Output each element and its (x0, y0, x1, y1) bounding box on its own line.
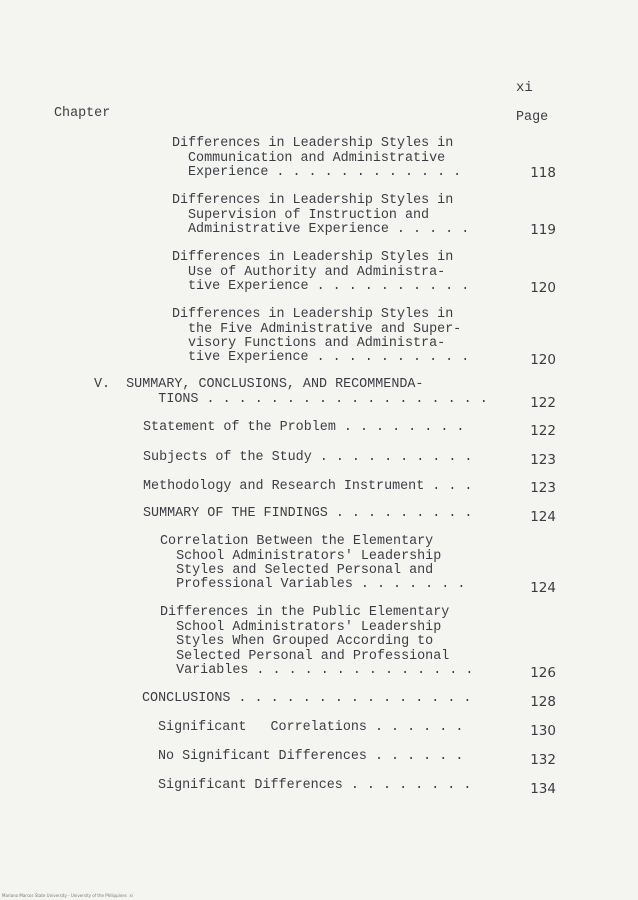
toc-entry-line: Correlation Between the Elementary (160, 534, 434, 549)
toc-page-number: 124 (530, 580, 556, 596)
toc-page-number: 122 (530, 423, 556, 439)
toc-entry-line: Styles and Selected Personal and (160, 563, 434, 578)
toc-entry-line: No Significant Differences . . . . . . (158, 749, 464, 764)
toc-entry-line: Differences in Leadership Styles in (172, 193, 454, 208)
toc-entry-line: CONCLUSIONS . . . . . . . . . . . . . . . (142, 691, 472, 706)
toc-entry-line: Differences in the Public Elementary (160, 605, 450, 620)
toc-entry-line: tive Experience . . . . . . . . . . (188, 350, 470, 365)
toc-entry-line: Use of Authority and Administra- (188, 265, 446, 280)
toc-page-number: 128 (530, 694, 556, 710)
toc-entry-line: School Administrators' Leadership (160, 620, 442, 635)
toc-page-number: 122 (530, 395, 556, 411)
toc-entry-line: SUMMARY OF THE FINDINGS . . . . . . . . . (143, 506, 473, 521)
toc-entry-line: TIONS . . . . . . . . . . . . . . . . . . (94, 392, 488, 407)
toc-entry-line: visory Functions and Administra- (188, 336, 446, 351)
toc-entry-line: the Five Administrative and Super- (188, 322, 462, 337)
toc-page-number: 119 (530, 222, 556, 238)
toc-entry-line: Significant Differences . . . . . . . . (158, 778, 472, 793)
toc-entry-line: Statement of the Problem . . . . . . . . (143, 420, 465, 435)
toc-entry-line: Subjects of the Study . . . . . . . . . . (143, 450, 473, 465)
toc-entry-line: Significant Correlations . . . . . . (158, 720, 464, 735)
toc-page-number: 120 (530, 280, 556, 296)
toc-entry-line: Selected Personal and Professional (160, 649, 450, 664)
toc-page-number: 120 (530, 352, 556, 368)
toc-entry-line: Differences in Leadership Styles in (172, 250, 454, 265)
scan-footer: Mariano Marcos State University - University of the Philippines xi (2, 893, 133, 898)
toc-entry-line: Variables . . . . . . . . . . . . . . (160, 663, 474, 678)
toc-page-number: 124 (530, 509, 556, 525)
toc-page-number: 118 (530, 165, 556, 181)
toc-entry-line: Methodology and Research Instrument . . . (143, 479, 473, 494)
toc-page-number: 130 (530, 723, 556, 739)
page-column-header: Page (516, 110, 549, 125)
toc-entry-line: School Administrators' Leadership (160, 549, 442, 564)
toc-entry-line: Differences in Leadership Styles in (172, 307, 454, 322)
toc-page-number: 134 (530, 781, 556, 797)
toc-page-number: 126 (530, 665, 556, 681)
toc-page-number: 123 (530, 452, 556, 468)
toc-entry-line: tive Experience . . . . . . . . . . (188, 279, 470, 294)
toc-entry-line: Administrative Experience . . . . . (188, 222, 470, 237)
toc-entry-line: Styles When Grouped According to (160, 634, 434, 649)
toc-page-number: 132 (530, 752, 556, 768)
toc-entry-line: Differences in Leadership Styles in (172, 136, 454, 151)
chapter-column-header: Chapter (54, 106, 111, 121)
toc-entry-line: V. SUMMARY, CONCLUSIONS, AND RECOMMENDA- (94, 377, 424, 392)
toc-entry-line: Professional Variables . . . . . . . (160, 577, 466, 592)
toc-entry-line: Experience . . . . . . . . . . . . (188, 165, 462, 180)
toc-page-number: 123 (530, 480, 556, 496)
roman-page-number: xi (516, 80, 533, 96)
toc-entry-line: Supervision of Instruction and (188, 208, 430, 223)
toc-entry-line: Communication and Administrative (188, 151, 446, 166)
